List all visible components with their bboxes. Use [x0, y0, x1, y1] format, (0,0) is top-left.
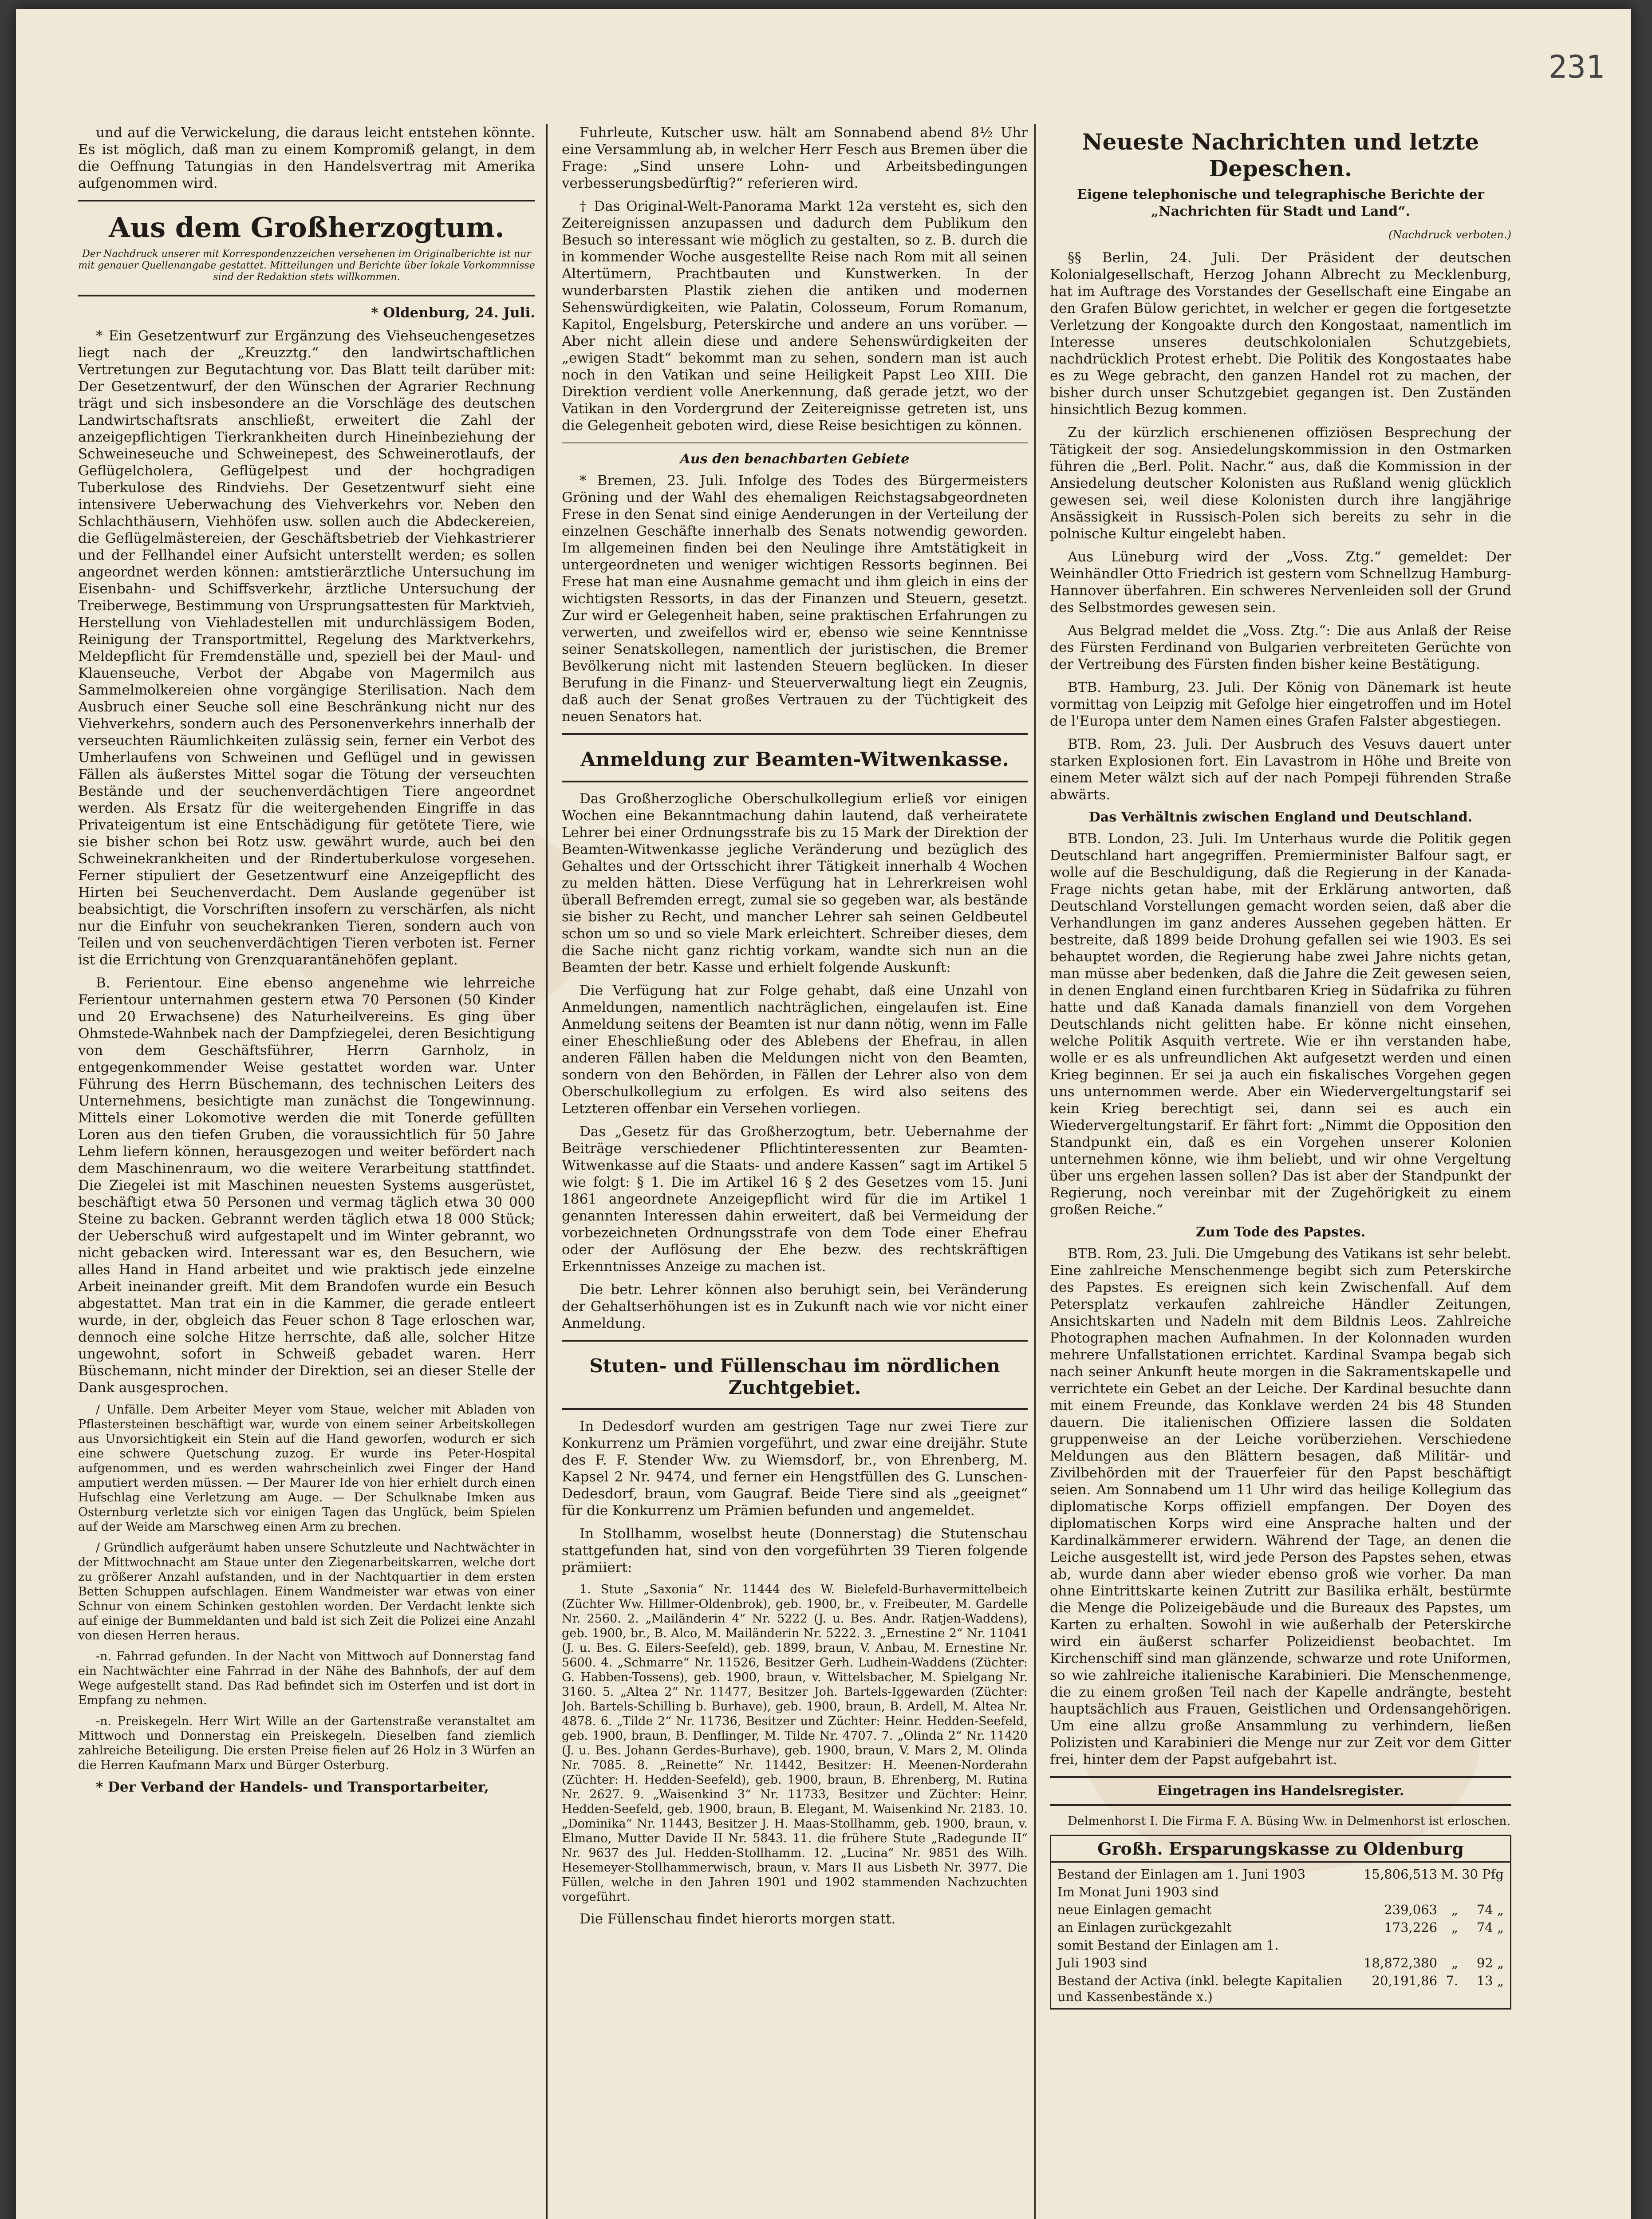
- article-paragraph: Fuhrleute, Kutscher usw. hält am Sonnabend abend 8½ Uhr eine Versammlung ab, in welcher Herr Fesch aus Bremen über die Frage: „Sind unsere Lohn- und Arbeitsbedingungen verbesserungsbedürftig?“ referieren wird.: [562, 125, 1028, 191]
- sparkasse-mark: „: [1451, 1955, 1459, 1970]
- sparkasse-value: 18,872,380: [1364, 1955, 1438, 1970]
- sparkasse-mark: „: [1451, 1902, 1459, 1917]
- sparkasse-row: [1056, 1865, 1506, 1883]
- article-paragraph: Delmenhorst I. Die Firma F. A. Büsing Ww. in Delmenhorst ist erloschen.: [1068, 1814, 1511, 1828]
- article-paragraph: Aus Belgrad meldet die „Voss. Ztg.“: Die aus Anlaß der Reise des Fürsten Ferdinand von Bulgarien verbreiteten Gerüchte von der Vertreibung des Fürsten finden bisher keine Bestätigung.: [1050, 623, 1511, 672]
- sparkasse-pfennig: 92 „: [1476, 1955, 1504, 1970]
- sparkasse-row: [1056, 1883, 1506, 1901]
- sparkasse-label: an Einlagen zurückgezahlt: [1057, 1920, 1232, 1935]
- article-paragraph: * Der Verband der Handels- und Transportarbeiter,: [96, 1779, 489, 1795]
- sparkasse-pfennig: 74 „: [1476, 1920, 1504, 1935]
- article-paragraph: 1. Stute „Saxonia“ Nr. 11444 des W. Bielefeld-Burhavermittelbeich (Züchter Ww. Hillmer-Oldenbrok), geb. 1900, br., v. Freibeuter, M. Gardelle Nr. 2560. 2. „Mailänderin 4“ Nr. 5222 (J. u. Bes. Andr. Ratjen-Waddens), geb. 1900, br., B. Alco, M. Mailänderin Nr. 5222. 3. „Ernestine 2“ Nr. 11041 (J. u. Bes. G. Eilers-Seefeld), geb. 1899, braun, V. Anbau, M. Ernestine Nr. 5600. 4. „Schmarre“ Nr. 11526, Besitzer Gerh. Ludhein-Waddens (Züchter: G. Habben-Tossens), geb. 1900, braun, v. Wittelsbacher, M. Spielgang Nr. 3160. 5. „Altea 2“ Nr. 11477, Besitzer Joh. Bartels-Iggewarden (Züchter: Joh. Bartels-Schilling b. Burhave), geb. 1900, braun, B. Ardell, M. Altea Nr. 4878. 6. „Tilde 2“ Nr. 11736, Besitzer und Züchter: Heinr. Hedden-Seefeld, geb. 1900, braun, B. Denflinger, M. Tilde Nr. 4707. 7. „Olinda 2“ Nr. 11420 (J. u. Bes. Johann Gerdes-Burhave), geb. 1900, braun, V. Mars 2, M. Olinda Nr. 7085. 8. „Reinette“ Nr. 11442, Besitzer: H. Meenen-Norderahn (Züchter: H. Hedden-Seefeld), geb. 1900, braun, B. Ehrenberg, M. Rutina Nr. 2627. 9. „Waisenkind 3“ Nr. 11733, Besitzer und Züchter: Heinr. Hedden-Seefeld, geb. 1900, braun, B. Elegant, M. Waisenkind Nr. 2183. 10. „Dominika“ Nr. 11443, Besitzer J. H. Maas-Stollhamm, geb. 1900, braun, v. Elmano, Mutter Davide II Nr. 5843. 11. die frühere Stute „Radegunde II“ Nr. 9637 des Jul. Hedden-Stollhamm. 12. „Lucina“ Nr. 9851 des Wilh. Hesemeyer-Stollhammerwisch, braun, v. Mars II aus Lisbeth Nr. 3977. Die Füllen, welche in den Jahren 1901 und 1902 stammenden Nachzuchten vorgeführt.: [562, 1583, 1028, 1904]
- sparkasse-value: 173,226: [1384, 1920, 1438, 1935]
- sparkasse-label: neue Einlagen gemacht: [1057, 1902, 1212, 1917]
- sparkasse-row: [1056, 1972, 1506, 2006]
- section-title: Anmeldung zur Beamten-Witwenkasse.: [580, 748, 1009, 771]
- sparkasse-pfennig: 74 „: [1476, 1902, 1504, 1917]
- sparkasse-mark: „: [1451, 1920, 1459, 1935]
- section-title: Neueste Nachrichten und letzte Depeschen.: [1082, 129, 1479, 182]
- section-note: Der Nachdruck unserer mit Korrespondenzzeichen versehenen im Originalberichte ist nur mit genauer Quellenangabe gestattet. Mitteilungen und Berichte über lokale Vorkommnisse sind der Redaktion stets willkommen.: [78, 249, 535, 283]
- article-paragraph: Die Füllenschau findet hierorts morgen statt.: [580, 1911, 896, 1927]
- article-paragraph: BTB. Hamburg, 23. Juli. Der König von Dänemark ist heute vormittag von Leipzig mit Gefolge hier eingetroffen und im Hotel de l'Europa unter dem Namen eines Grafen Falster abgestiegen.: [1050, 679, 1511, 729]
- section-header: [78, 200, 535, 296]
- article-paragraph: -n. Fahrrad gefunden. In der Nacht von Mittwoch auf Donnerstag fand ein Nachtwächter eine Fahrrad in der Nähe des Bahnhofs, der auf dem Wege aufgestellt stand. Das Rad befindet sich im Osterfen und ist dort in Empfang zu nehmen.: [78, 1650, 535, 1707]
- sparkasse-pfennig: 30 Pfg: [1462, 1867, 1504, 1882]
- article-paragraph: Das Großherzogliche Oberschulkollegium erließ vor einigen Wochen eine Bekanntmachung dahin lautend, daß verheiratete Lehrer bei einer Ordnungsstrafe bis zu 15 Mark der Direktion der Beamten-Witwenkasse jegliche Veränderung und bezüglich des Gehaltes und der Ortsschicht ihrer Tätigkeit innerhalb 4 Wochen zu melden hätten. Diese Verfügung hat in Lehrerkreisen wohl überall Befremden erregt, zumal sie so gegeben war, als bestände sie bisher zu Recht, und mancher Lehrer sah seinen Geldbeutel schon um so und so viele Mark erleichtert. Schreiber dieses, dem die Sache nicht ganz richtig vorkam, wandte sich nun an die Beamten der betr. Kasse und erhielt folgende Auskunft:: [562, 791, 1028, 975]
- sparkasse-mark: [1439, 1883, 1460, 1901]
- section-header: [562, 1340, 1028, 1410]
- divider: [562, 442, 1028, 443]
- sparkasse-value: 239,063: [1384, 1902, 1438, 1917]
- sparkasse-label: Bestand der Einlagen am 1. Juni 1903: [1057, 1867, 1306, 1882]
- article-paragraph: * Ein Gesetzentwurf zur Ergänzung des Viehseuchengesetzes liegt nach der „Kreuzztg.“ den landwirtschaftlichen Vertretungen zur Begutachtung vor. Das Blatt teilt darüber mit: Der Gesetzentwurf, der den Wünschen der Agrarier Rechnung trägt und sich insbesondere an die Vorschläge des deutschen Landwirtschaftsrats anschließt, erweitert die Zahl der anzeigepflichtigen Tierkrankheiten durch Hineinbeziehung der Schweineseuche und Schweinepest, des Schweinerotlaufs, der Geflügelcholera, Geflügelpest und der hochgradigen Tuberkulose des Rindviehs. Der Gesetzentwurf sieht eine intensivere Ueberwachung des Viehverkehrs vor. Neben den Schlachthäusern, Viehhöfen usw. sollen auch die Abdeckereien, die Geflügelmästereien, der Geschäftsbetrieb der Viehkastrierer und der Fellhandel einer Aufsicht unterstellt werden; es sollen angeordnet werden können: amtstierärztliche Untersuchung im Eisenbahn- und Schiffsverkehr, ärztliche Untersuchung der Treiberwege, Bestimmung von Ursprungsattesten für Marktvieh, Herstellung von Viehladestellen mit undurchlässigem Boden, Reinigung der Transportmittel, Regelung des Marktverkehrs, Meldepflicht für Fremdenställe und, speziell bei der Maul- und Klauenseuche, Verbot der Abgabe von Magermilch aus Sammelmolkereien ohne vorgängige Sterilisation. Nach dem Ausbruch einer Seuche soll eine Beschränkung nicht nur des Viehverkehrs, sondern auch des Personenverkehrs innerhalb der verseuchten Räumlichkeiten zulässig sein, ferner ein Verbot des Umherlaufens von Schweinen und Geflügel und in gewissen Fällen als äußerstes Mittel sogar die Tötung der verseuchten Bestände und der seuchenverdächtigen Tiere angeordnet werden. Als Ersatz für die weitergehenden Eingriffe in das Privateigentum ist eine Entschädigung für getötete Tiere, wie sie bisher schon bei Rotz usw. gewährt wurde, auch bei den Schweinekrankheiten und der Rindertuberkulose vorgesehen. Ferner stipuliert der Gesetzentwurf eine Anzeigepflicht des Hirten bei Seuchenverdacht. Dem Auslande gegenüber ist beabsichtigt, die Vorschriften insofern zu verschärfen, als nicht nur die Einfuhr von seuchekranken Tieren, sondern auch von Teilen und von seuchenverdächtigen Tieren verboten ist. Ferner ist die Errichtung von Grenzquarantänehöfen geplant.: [78, 328, 535, 968]
- sparkasse-row: [1056, 1919, 1506, 1936]
- sparkasse-label: Bestand der Activa (inkl. belegte Kapitalien und Kassenbestände x.): [1057, 1973, 1343, 2004]
- article-paragraph: † Das Original-Welt-Panorama Markt 12a versteht es, sich den Zeitereignissen anzupassen und dadurch dem Publikum den Besuch so interessant wie möglich zu gestalten, so z. B. durch die in kommender Woche ausgestellte Reise nach Rom mit all seinen Altertümern, Prachtbauten und Kunstwerken. In der wunderbarsten Plastik ziehen die antiken und modernen Sehenswürdigkeiten, wie Palatin, Colosseum, Forum Romanum, Kapitol, Engelsburg, Peterskirche und andere an uns vorüber. — Aber nicht allein diese und andere Sehenswürdigkeiten der „ewigen Stadt“ bekommt man zu sehen, sondern man ist auch noch in den Vatikan und seine Heiligkeit Papst Leo XIII. Die Direktion verdient volle Anerkennung, daß gerade jetzt, wo der Vatikan in den Vordergrund der Zeitereignisse getreten ist, uns die Gelegenheit geboten wird, diese Reise besichtigen zu können.: [562, 198, 1028, 434]
- article-paragraph: Das „Gesetz für das Großherzogtum, betr. Uebernahme der Beiträge verschiedener Pflichtinteressenten zur Beamten-Witwenkasse auf die Staats- und andere Kassen“ sagt im Artikel 5 wie folgt: § 1. Die im Artikel 16 § 2 des Gesetzes vom 15. Juni 1861 angeordnete Anzeigepflicht wird für die im Artikel 1 genannten Interessen dahin erweitert, daß bei Vermeidung der vorbezeichneten Ordnungsstrafe von dem Tode einer Ehefrau oder der Auflösung der Ehe bezw. des rechtskräftigen Erkenntnisses Anzeige zu machen ist.: [562, 1124, 1028, 1275]
- sparkasse-value: 15,806,513: [1364, 1867, 1438, 1882]
- article-paragraph: BTB. London, 23. Juli. Im Unterhaus wurde die Politik gegen Deutschland hart angegriffen. Premierminister Balfour sagt, er wolle auf die Beschuldigung, daß die Regierung in der Kanada-Frage nichts getan habe, mit der Erklärung antworten, daß Deutschland Vorstellungen gemacht worden seien, daß aber die Verhandlungen im ganz anderes Aussehen gegeben hätten. Er bestreite, daß 1899 beide Drohung gefallen sei wie 1903. Es sei behauptet worden, die Regierung habe zwei Jahre nichts getan, man müsse aber bedenken, daß die Jahre die Zeit gewesen seien, in denen England einen furchtbaren Krieg in Südafrika zu führen hatte und daß Kanada damals finanziell von dem Vorgehen Deutschlands nicht gelitten habe. Er könne nicht einsehen, welche Politik Asquith vertrete. Wie er ihn verstanden habe, wolle er es als unfreundlichen Akt aufgesetzt werden und einen Krieg beginnen. Er sei ja auch ein fiskalisches Vorgehen gegen uns unternommen werde. Aber ein Wiedervergeltungstarif sei kein Krieg berechtigt sei, dann sei es auch ein Wiedervergeltungstarif. Er fährt fort: „Nimmt die Opposition den Standpunkt ein, daß es ein Vorgehen unserer Kolonien unternehmen könne, wie ihm beliebt, und wir ohne Vergeltung über uns ergehen lassen sollen? Das ist aber der Standpunkt der Regierung, noch vereinbar mit der Zugehörigkeit zu einem großen Reiche.“: [1050, 831, 1511, 1218]
- sparkasse-title: Großh. Ersparungskasse zu Oldenburg: [1050, 1835, 1511, 1861]
- article-paragraph: Die Verfügung hat zur Folge gehabt, daß eine Unzahl von Anmeldungen, namentlich nachträglichen, eingelaufen ist. Eine Anmeldung seitens der Beamten ist nur dann nötig, wenn im Falle einer Eheschließung oder des Ablebens der Ehefrau, in allen anderen Fällen haben die Meldungen nicht von den Beamten, sondern von den Behörden, in Fällen der Lehrer also von dem Oberschulkollegium zu erfolgen. Es wird also seitens des Letzteren offenbar ein Versehen vorliegen.: [562, 983, 1028, 1117]
- article-paragraph: / Gründlich aufgeräumt haben unsere Schutzleute und Nachtwächter in der Mittwochnacht am Staue unter den Ziegenarbeitskarren, welche dort zu größerer Anzahl aufstanden, und in der Nachtquartier in dem ersten Betten Schuppen aufschlagen. Einem Wandmeister war etwas von einer Schnur von einem Schinken gestohlen worden. Der Verdacht lenkte sich auf einige der Bummeldanten und bald ist sich Zeit die Polizei eine Anzahl von diesen Herren heraus.: [78, 1541, 535, 1643]
- sparkasse-mark: [1439, 1936, 1460, 1954]
- sparkasse-pfennig: [1460, 1883, 1506, 1901]
- article-intro: und auf die Verwickelung, die daraus leicht entstehen könnte. Es ist möglich, daß man zu einem Kompromiß gelangt, in dem die Oeffnung Tatungias in den Handelsvertrag mit Amerika aufgenommen wird.: [78, 125, 535, 191]
- section-title: Aus dem Großherzogtum.: [109, 211, 505, 244]
- article-paragraph: Zu der kürzlich erschienenen offiziösen Besprechung der Tätigkeit der sog. Ansiedelungskommission in den Ostmarken führen die „Berl. Polit. Nachr.“ aus, daß die Kommission in der Ansiedelung deutscher Kolonisten aus Rußland wenig glücklich gewesen sei, weil diese Kolonisten durch ihre langjährige Ansässigkeit in Russisch-Polen sich bereits zu sehr in die polnische Kultur eingelebt haben.: [1050, 425, 1511, 542]
- sparkasse-label: somit Bestand der Einlagen am 1.: [1057, 1938, 1279, 1953]
- sparkasse-pfennig: [1460, 1936, 1506, 1954]
- column-middle: [562, 124, 1028, 2219]
- newspaper-page: [16, 9, 1631, 2219]
- sparkasse-row: [1056, 1954, 1506, 1972]
- dateline: * Oldenburg, 24. Juli.: [371, 305, 535, 321]
- article-paragraph: -n. Preiskegeln. Herr Wirt Wille an der Gartenstraße veranstaltet am Mittwoch und Donnerstag ein Preiskegeln. Dieselben fand ziemlich zahlreiche Beteiligung. Die ersten Preise fielen auf 26 Holz in 3 Würfen an die Herren Kaufmann Marx und Bürger Osterburg.: [78, 1714, 535, 1772]
- article-paragraph: Die betr. Lehrer können also beruhigt sein, bei Veränderung der Gehaltserhöhungen ist es in Zukunft nach wie vor nicht einer Anmeldung.: [562, 1282, 1028, 1331]
- section-header: [562, 733, 1028, 782]
- sparkasse-row: [1056, 1936, 1506, 1954]
- sparkasse-pfennig: 13 „: [1476, 1973, 1504, 1988]
- article-paragraph: B. Ferientour. Eine ebenso angenehme wie lehrreiche Ferientour unternahmen gestern etwa 70 Personen (50 Kinder und 20 Erwachsene) des Naturheilvereins. Es ging über Ohmstede-Wahnbek nach der Dampfziegelei, deren Besichtigung von dem Geschäftsführer, Herrn Garnholz, in entgegenkommender Weise gestattet worden war. Unter Führung des Herrn Büschemann, des technischen Leiters des Unternehmens, besichtigte man zunächst die Tongewinnung. Mittels einer Lokomotive werden die mit Tonerde gefüllten Loren aus den tiefen Gruben, die voraussichtlich für 50 Jahre Lehm liefern können, herausgezogen und weiter befördert nach dem Maschinenraum, wo die weitere Verarbeitung stattfindet. Die Ziegelei ist mit Maschinen neuesten Systems ausgerüstet, beschäftigt etwa 50 Personen und vermag täglich etwa 30 000 Steine zu backen. Gebrannt werden täglich etwa 18 000 Stück; der Ueberschuß wird aufgestapelt und im Winter gebrannt, wo nicht gebacken wird. Interessant war es, den Besuchern, wie alles Hand in Hand arbeitet und wie praktisch jede einzelne Arbeit ineinander greift. Mit dem Brandofen wurde ein Besuch abgestattet. Man trat ein in die Kammer, die gerade entleert wurde, in der, obgleich das Feuer schon 8 Tage erloschen war, dennoch eine solche Hitze herrschte, daß alle, solcher Hitze ungewohnt, sofort in Schweiß gebadet waren. Herr Büschemann, nicht minder der Direktion, sei an dieser Stelle der Dank ausgesprochen.: [78, 975, 535, 1396]
- sparkasse-label: Juli 1903 sind: [1057, 1955, 1147, 1970]
- article-paragraph: BTB. Rom, 23. Juli. Der Ausbruch des Vesuvs dauert unter starken Explosionen fort. Ein Lavastrom in Höhe und Breite von einem Meter wälzt sich auf der nach Pompeji führenden Straße abwärts.: [1050, 736, 1511, 803]
- column-rule: [1034, 124, 1036, 2219]
- reprint-note: (Nachdruck verboten.): [1388, 229, 1511, 241]
- sparkasse-mark: 7.: [1446, 1973, 1459, 1988]
- sparkasse-label: Im Monat Juni 1903 sind: [1057, 1884, 1219, 1899]
- sparkasse-row: [1056, 1901, 1506, 1919]
- sparkasse-value: 20,191,86: [1372, 1973, 1438, 1988]
- sparkasse-table: [1056, 1865, 1506, 2006]
- article-paragraph: / Unfälle. Dem Arbeiter Meyer vom Staue, welcher mit Abladen von Pflastersteinen beschäftigt war, wurde von einem seiner Arbeitskollegen aus Unvorsichtigkeit ein Stein auf die Hand geworfen, wodurch er sich eine schwere Quetschung zuzog. Er wurde ins Peter-Hospital aufgenommen, und es werden wahrscheinlich zwei Finger der Hand amputiert werden müssen. — Der Maurer Ide von hier erhielt durch einen Hufschlag eine Verletzung am Auge. — Der Schulknabe Imken aus Osternburg verletzte sich vor einigen Tagen das Unglück, beim Spielen auf der Weide am Marschweg einen Arm zu brechen.: [78, 1403, 535, 1534]
- section-title: Zum Tode des Papstes.: [1195, 1224, 1366, 1240]
- article-paragraph: In Stollhamm, woselbst heute (Donnerstag) die Stutenschau stattgefunden hat, sind von den vorgeführten 39 Tieren folgende prämiiert:: [562, 1526, 1028, 1575]
- page-number: 231: [1548, 49, 1605, 85]
- article-paragraph: BTB. Rom, 23. Juli. Die Umgebung des Vatikans ist sehr belebt. Eine zahlreiche Menschenmenge begibt sich zum Peterskirche des Papstes. Es ereignen sich kein Zwischenfall. Auf dem Petersplatz verkaufen zahlreiche Händler Zeitungen, Ansichtskarten und Nadeln mit dem Bildnis Leos. Zahlreiche Photographen machen Aufnahmen. In der Kolonnaden wurden mehrere Unfallstationen errichtet. Kardinal Svampa begab sich nach seiner Ankunft heute morgen in die Sakramentskapelle und verrichtete ein Gebet an der Leiche. Der Kardinal besuchte dann mit einem Freunde, das Konklave werden 24 bis 48 Stunden dauern. Die italienischen Offiziere lassen die Soldaten gruppenweise an der Leiche vorüberziehen. Verschiedene Meldungen aus den Blättern besagen, daß Militär- und Zivilbehörden mit der Trauerfeier für den Papst beschäftigt seien. Am Sonnabend um 11 Uhr wird das heilige Kollegium das diplomatische Korps offiziell empfangen. Der Doyen des diplomatischen Korps wird eine Ansprache halten und der Kardinalkämmerer erwidern. Während der Tage, an denen die Leiche ausgestellt ist, wird jede Person des Papstes sehen, etwas ab, wurde dann aber wieder ebenso groß wie vorher. Da man ohne Eintrittskarte keinen Zutritt zur Basilika erhält, bestürmte die Menge die Polizeigebäude und die Bureaux des Papstes, um Karten zu erhalten. Sowohl in wie außerhalb der Peterskirche wird ein äußerst scharfer Polizeidienst beobachtet. Im Kirchenschiff sind man glänzende, schwarze und rote Uniformen, so wie zahlreiche italienische Karabinieri. Die Menschenmenge, die zu einem großen Teil nach der Kapelle andrängte, besteht hauptsächlich aus Frauen, Geistlichen und Ordensangehörigen. Um eine allzu große Ansammlung zu verhindern, ließen Polizisten und Karabinieri die Menge nur zur Zeit vor dem Gitter frei, hinter dem der Papst aufgebahrt ist.: [1050, 1246, 1511, 1768]
- column-right: [1050, 124, 1511, 2219]
- section-title: Stuten- und Füllenschau im nördlichen Zuchtgebiet.: [589, 1355, 1000, 1398]
- article-paragraph: §§ Berlin, 24. Juli. Der Präsident der deutschen Kolonialgesellschaft, Herzog Johann Albrecht zu Mecklenburg, hat im Auftrage des Vorstandes der Gesellschaft eine Eingabe an den Grafen Bülow gerichtet, in welcher er gegen die fortgesetzte Verletzung der Kongoakte durch den Kongostaat, namentlich im Interesse unseres deutschkolonialen Schutzgebiets, nachdrücklich Protest erhebt. Die Politik des Kongostaates habe es zu Wege gebracht, den ganzen Handel rot zu machen, der bisher durch unser Schutzgebiet gegangen ist. Den Zuständen hinsichtlich Bezug kommen.: [1050, 250, 1511, 418]
- section-title: Das Verhältnis zwischen England und Deutschland.: [1088, 809, 1473, 825]
- section-title: Aus den benachbarten Gebiete: [680, 451, 910, 467]
- article-paragraph: * Bremen, 23. Juli. Infolge des Todes des Bürgermeisters Gröning und der Wahl des ehemaligen Reichstagsabgeordneten Frese in den Senat sind einige Aenderungen in der Verteilung der einzelnen Geschäfte innerhalb des Senats notwendig geworden. Im allgemeinen finden bei den Neulinge ihre Amtstätigkeit in untergeordneten und weniger wichtigen Ressorts beginnen. Bei Frese hat man eine Ausnahme gemacht und ihm gleich in eins der wichtigsten Ressorts, in das der Finanzen und Steuern, gesetzt. Zur wird er Gelegenheit haben, seine praktischen Erfahrungen zu verwerten, und zweifellos wird er, ebenso wie seine Kenntnisse seiner Senatskollegen, namentlich der juristischen, die Bremer Bevölkerung nicht mit lastenden Steuern beglücken. In dieser Berufung in die Finanz- und Steuerverwaltung liegt ein Zeugnis, daß auch der Senat großes Vertrauen zu der Tüchtigkeit des neuen Senators hat.: [562, 473, 1028, 725]
- section-title: Eingetragen ins Handelsregister.: [1157, 1783, 1404, 1799]
- column-rule: [546, 124, 548, 2219]
- column-left: [78, 124, 535, 2219]
- article-paragraph: Aus Lüneburg wird der „Voss. Ztg.“ gemeldet: Der Weinhändler Otto Friedrich ist gestern vom Schnellzug Hamburg-Hannover überfahren. Ein schweres Nervenleiden soll der Grund des Selbstmordes gewesen sein.: [1050, 549, 1511, 616]
- sparkasse-value: [1362, 1936, 1439, 1954]
- sparkasse-mark: M.: [1441, 1867, 1459, 1882]
- sparkasse-value: [1362, 1883, 1439, 1901]
- section-subtitle: Eigene telephonische und telegraphische Berichte der „Nachrichten für Stadt und Land“.: [1077, 187, 1484, 219]
- article-paragraph: In Dedesdorf wurden am gestrigen Tage nur zwei Tiere zur Konkurrenz um Prämien vorgeführt, und zwar eine dreijähr. Stute des F. F. Stender Ww. zu Wiemsdorf, br., von Ehrenberg, M. Kapsel 2 Nr. 9474, und ferner ein Hengstfüllen des G. Lunschen-Dedesdorf, braun, vom Gaugraf. Beide Tiere sind als „geeignet“ für die Konkurrenz um Prämien befunden und angemeldet.: [562, 1418, 1028, 1519]
- sparkasse-box: [1050, 1861, 1511, 2010]
- section-header: [1050, 1776, 1511, 1806]
